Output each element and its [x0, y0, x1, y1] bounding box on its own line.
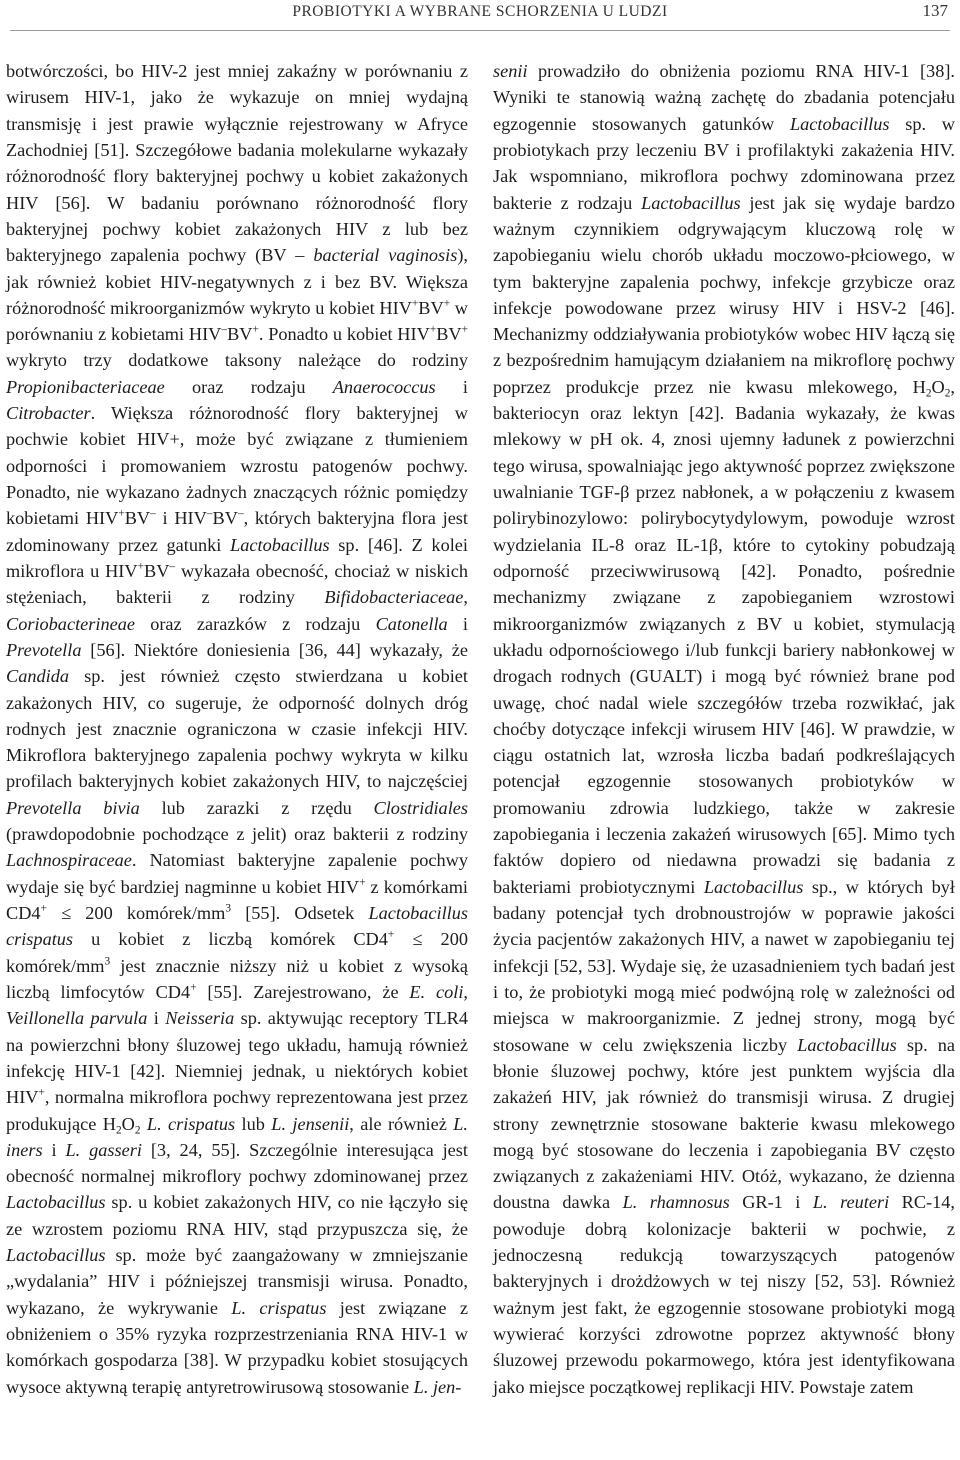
right-column [493, 58, 955, 1400]
left-column-text: botwórczości, bo HIV-2 jest mniej zakaźny w porównaniu z wirusem HIV-1, jako że wykazuje on mniej wydajną transmisję i jest prawie wyłącznie rejestrowany w Afryce Zachodniej [51]. Szczegółowe badania molekularne wykazały różnorodność flory bakteryjnej pochwy u kobiet zakażonych HIV [56]. W badaniu porównano różnorodność flory bakteryjnej pochwy kobiet zakażonych HIV z lub bez bakteryjnego zapalenia pochwy (BV – bacterial vaginosis), jak również kobiet HIV-negatywnych z i bez BV. Większa różnorodność mikroorganizmów wykryto u kobiet HIV+BV+ w porównaniu z kobietami HIV–BV+. Ponadto u kobiet HIV+BV+ wykryto trzy dodatkowe taksony należące do rodziny Propionibacteriaceae oraz rodzaju Anaerococcus i Citrobacter. Większa różnorodność flory bakteryjnej w pochwie kobiet HIV+, może być związane z tłumieniem odporności i promowaniem wzrostu patogenów pochwy. Ponadto, nie wykazano żadnych znaczących różnic pomiędzy kobietami HIV+BV– i HIV–BV–, których bakteryjna flora jest zdominowany przez gatunki Lactobacillus sp. [46]. Z kolei mikroflora u HIV+BV– wykazała obecność, chociaż w niskich stężeniach, bakterii z rodziny Bifidobacteriaceae, Coriobacterineae oraz zarazków z rodzaju Catonella i Prevotella [56]. Niektóre doniesienia [36, 44] wykazały, że Candida sp. jest również często stwierdzana u kobiet zakażonych HIV, co sugeruje, że odporność dolnych dróg rodnych jest znacznie ograniczona w czasie infekcji HIV. Mikroflora bakteryjnego zapalenia pochwy wykryta w kilku profilach bakteryjnych kobiet zakażonych HIV, to najczęściej Prevotella bivia lub zarazki z rzędu Clostridiales (prawdopodobnie pochodzące z jelit) oraz bakterii z rodziny Lachnospiraceae. Natomiast bakteryjne zapalenie pochwy wydaje się być bardziej nagminne u kobiet HIV+ z komórkami CD4+ ≤ 200 komórek/$mm^3$ [55]. Odsetek Lactobacillus crispatus u kobiet z liczbą komórek CD4+ ≤ 200 komórek/$mm^3$ jest znacznie niższy niż u kobiet z wysoką liczbą limfocytów CD4+ [55]. Zarejestrowano, że E. coli, Veillonella parvula i Neisseria sp. aktywując receptory TLR4 na powierzchni błony śluzowej tego układu, hamują również infekcję HIV-1 [42]. Niemniej jednak, u niektórych kobiet HIV+, normalna mikroflora pochwy reprezentowana jest przez produkujące $H_2O_2$ L. crispatus lub L. jensenii, ale również L. iners i L. gasseri [3, 24, 55]. Szczególnie interesująca jest obecność normalnej mikroflory pochwy zdominowanej przez Lactobacillus sp. u kobiet zakażonych HIV, co nie łączyło się ze wzrostem poziomu RNA HIV, stąd przypuszcza się, że Lactobacillus sp. może być zaangażowany w zmniejszanie „wydalania” HIV i późniejszej transmisji wirusa. Ponadto, wykazano, że wykrywanie L. crispatus jest związane z obniżeniem o 35% ryzyka rozprzestrzeniania RNA HIV-1 w komórkach gospodarza [38]. W przypadku kobiet stosujących wysoce aktywną terapię antyretrowirusową stosowanie L. jen- [6, 61, 469, 1397]
page-number: 137 [922, 1, 948, 20]
left-column [6, 58, 468, 1400]
running-header [10, 0, 950, 31]
running-title: PROBIOTYKI A WYBRANE SCHORZENIA U LUDZI [292, 3, 668, 20]
right-column-text: senii prowadziło do obniżenia poziomu RNA HIV-1 [38]. Wyniki te stanowią ważną zachętę do zbadania potencjału egzogennie stosowanych gatunków Lactobacillus sp. w probiotykach przy leczeniu BV i profilaktyki zakażenia HIV. Jak wspomniano, mikroflora pochwy zdominowana przez bakterie z rodzaju Lactobacillus jest jak się wydaje bardzo ważnym czynnikiem odgrywającym kluczową rolę w zapobieganiu wielu chorób układu moczowo-płciowego, w tym bakteryjne zapalenia pochwy, infekcje grzybicze oraz infekcje powodowane przez wirusy HIV i HSV-2 [46]. Mechanizmy oddziaływania probiotyków wobec HIV łączą się z bezpośrednim hamującym działaniem na mikroflorę pochwy poprzez produkcje przez nie kwasu mlekowego, $H_2O_2$, bakteriocyn oraz lektyn [42]. Badania wykazały, że kwas mlekowy w pH ok. 4, znosi ujemny ładunek z powierzchni tego wirusa, spowalniając jego aktywność poprzez zwiększone uwalnianie TGF-β przez nabłonek, a w połączeniu z kwasem polirybinozylowo: polirybocytydylowym, powoduje wzrost wydzielania IL-8 oraz IL-1β, które to cytokiny pobudzają odporność przeciwwirusową [42]. Ponadto, pośrednie mechanizmy związane z zapobieganiem wzrostowi mikroorganizmów związanych z BV u kobiet, stymulacją układu odpornościowego i/lub funkcji bariery nabłonkowej w drogach rodnych (GUALT) i mogą być również brane pod uwagę, choć nadal wiele szczegółów trzeba rozwikłać, jak choćby dotyczące infekcji wirusem HIV [46]. W prawdzie, w ciągu ostatnich lat, wzrosła liczba badań podkreślających potencjał egzogennie stosowanych probiotyków w promowaniu zdrowia ludzkiego, także w zakresie zapobiegania i leczenia zakażeń wirusowych [65]. Mimo tych faktów dopiero od niedawna prowadzi się badania z bakteriami probiotycznymi Lactobacillus sp., w których był badany potencjał tych drobnoustrojów w poprawie jakości życia pacjentów zakażonych HIV, a nawet w zapobieganiu tej infekcji [52, 53]. Wydaje się, że uzasadnieniem tych badań jest i to, że probiotyki mogą mieć podwójną rolę w zależności od miejsca w makroorganizmie. Z jednej strony, mogą być stosowane w celu zwiększenia liczby Lactobacillus sp. na błonie śluzowej pochwy, które jest punktem wyjścia dla zakażeń HIV, jak również do transmisji wirusa. Z drugiej strony zewnętrznie stosowane bakterie kwasu mlekowego mogą być stosowane do leczenia i zapobiegania BV często związanych z zakażeniami HIV. Otóż, wykazano, że dzienna doustna dawka L. rhamnosus GR-1 i L. reuteri RC-14, powoduje dobrą kolonizacje bakterii w pochwie, z jednoczesną redukcją towarzyszących patogenów bakteryjnych i drożdżowych w tej niszy [52, 53]. Również ważnym jest fakt, że egzogennie stosowane probiotyki mogą wywierać korzyści zdrowotne poprzez aktywność błony śluzowej przewodu pokarmowego, która jest identyfikowana jako miejsce początkowej replikacji HIV. Powstaje zatem [493, 61, 955, 1397]
